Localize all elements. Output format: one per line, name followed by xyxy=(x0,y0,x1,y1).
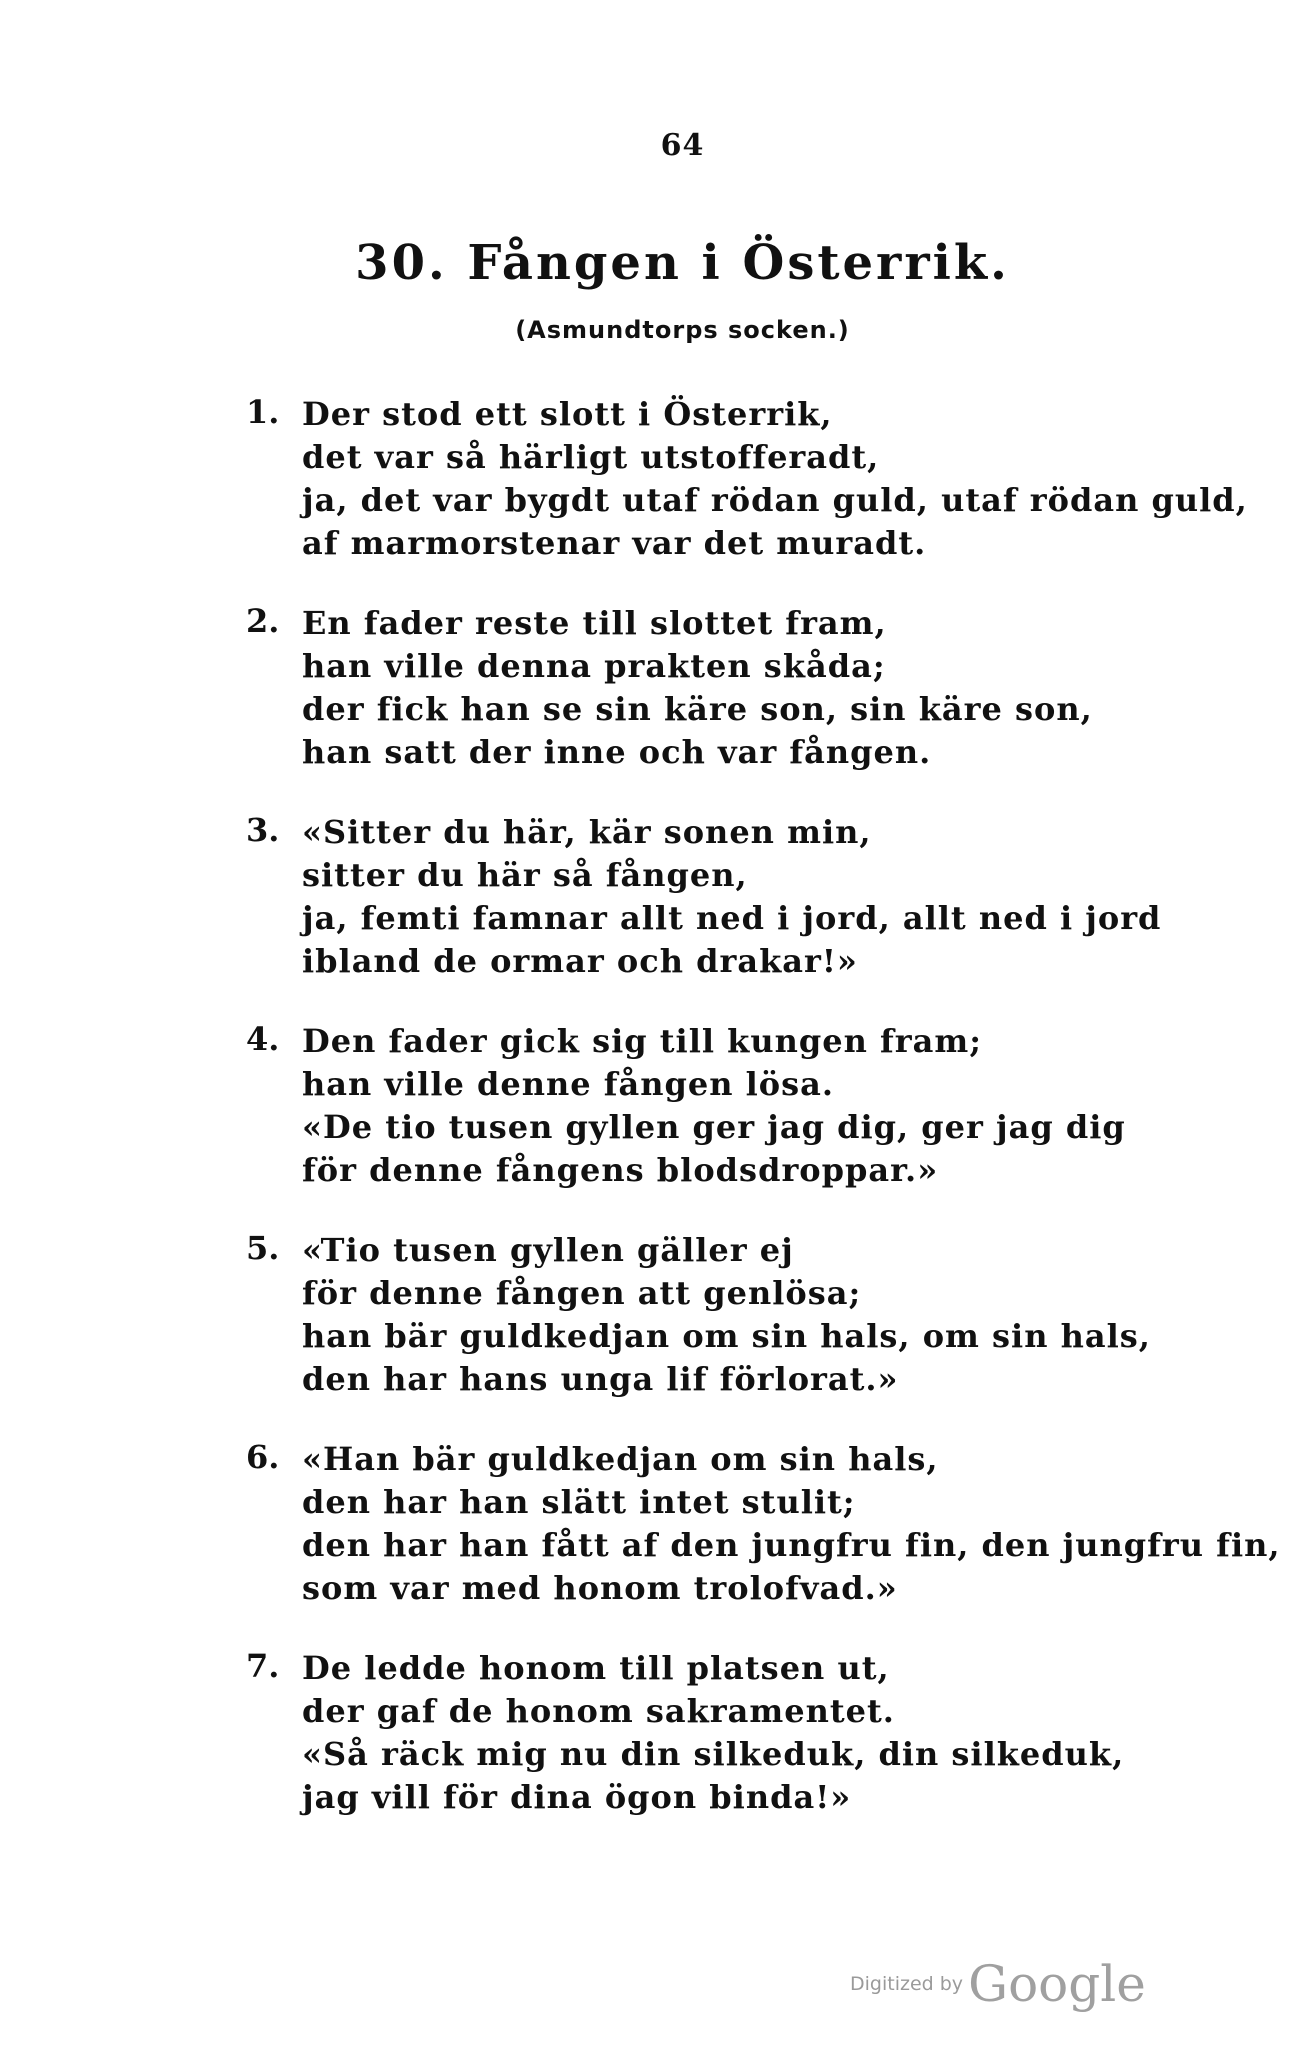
verse-line: der gaf de honom sakramentet. xyxy=(302,1692,895,1730)
verse-line: han ville denne fången lösa. xyxy=(302,1065,835,1103)
verse-line: En fader reste till slottet fram, xyxy=(302,604,887,642)
stanza-number: 3. xyxy=(246,811,280,849)
verse-line: det var så härligt utstofferadt, xyxy=(302,438,880,476)
google-logo: Google xyxy=(968,1955,1146,2013)
stanza-number: 7. xyxy=(246,1647,280,1685)
verse-line: af marmorstenar var det muradt. xyxy=(302,524,927,562)
page-number: 64 xyxy=(660,128,705,163)
poem-subtitle: (Asmundtorps socken.) xyxy=(515,316,850,344)
verse-line: «Tio tusen gyllen gäller ej xyxy=(302,1231,794,1269)
verse-line: ja, femti famnar allt ned i jord, allt ned i jord xyxy=(302,899,1162,937)
verse-line: «Så räck mig nu din silkeduk, din silkeduk, xyxy=(302,1735,1125,1773)
verse-line: han satt der inne och var fången. xyxy=(302,733,932,771)
stanza-number: 6. xyxy=(246,1438,280,1476)
verse-line: «Sitter du här, kär sonen min, xyxy=(302,813,872,851)
stanza-number: 5. xyxy=(246,1229,280,1267)
verse-line: «De tio tusen gyllen ger jag dig, ger jag dig xyxy=(302,1108,1126,1146)
verse-line: De ledde honom till platsen ut, xyxy=(302,1649,890,1687)
verse-line: ja, det var bygdt utaf rödan guld, utaf rödan guld, xyxy=(302,481,1248,519)
verse-line: jag vill för dina ögon binda!» xyxy=(302,1778,852,1816)
verse-line: sitter du här så fången, xyxy=(302,856,748,894)
verse-line: den har han slätt intet stulit; xyxy=(302,1483,856,1521)
verse-line: han bär guldkedjan om sin hals, om sin hals, xyxy=(302,1317,1151,1355)
verse-line: den har han fått af den jungfru fin, den jungfru fin, xyxy=(302,1526,1281,1564)
verse-line: han ville denna prakten skåda; xyxy=(302,647,886,685)
verse-line: Den fader gick sig till kungen fram; xyxy=(302,1022,983,1060)
verse-line: «Han bär guldkedjan om sin hals, xyxy=(302,1440,939,1478)
digitized-by-label: Digitized by xyxy=(850,1973,964,1995)
verse-line: för denne fången att genlösa; xyxy=(302,1274,862,1312)
digitized-watermark xyxy=(850,1955,1146,2013)
verse-line: ibland de ormar och drakar!» xyxy=(302,942,858,980)
stanza-number: 4. xyxy=(246,1020,280,1058)
verse-line: Der stod ett slott i Österrik, xyxy=(302,395,833,433)
verse-line: för denne fångens blodsdroppar.» xyxy=(302,1151,939,1189)
stanza-number: 2. xyxy=(246,602,280,640)
verse-line: som var med honom trolofvad.» xyxy=(302,1569,898,1607)
verse-line: der fick han se sin käre son, sin käre son, xyxy=(302,690,1093,728)
poem-title: 30. Fången i Österrik. xyxy=(355,235,1010,291)
verse-line: den har hans unga lif förlorat.» xyxy=(302,1360,899,1398)
stanza-number: 1. xyxy=(246,393,280,431)
